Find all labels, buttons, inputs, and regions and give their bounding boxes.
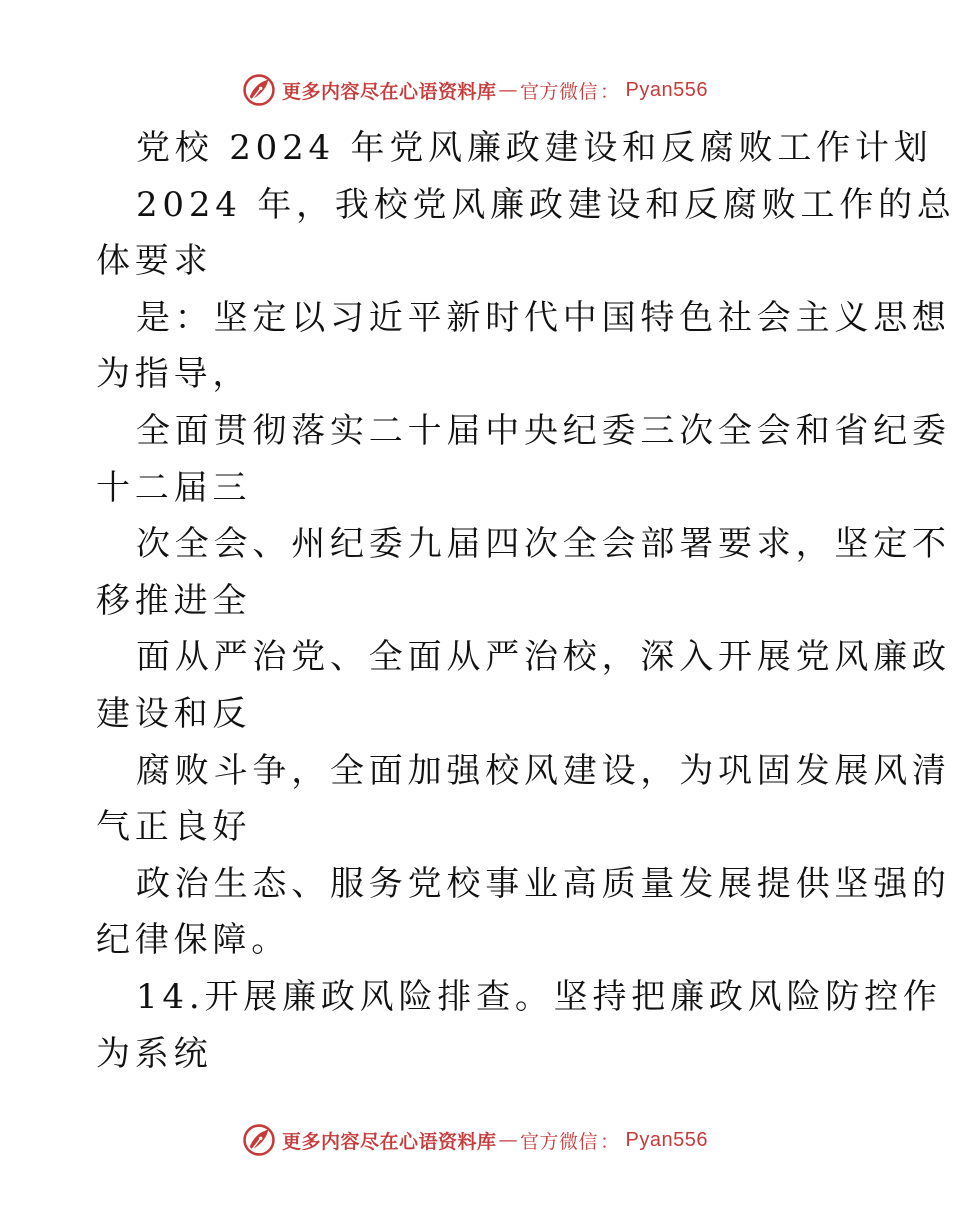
banner-colon: ： [600,80,620,103]
body-line: 为指导， [96,354,252,395]
body-line: 气正良好 [96,807,252,848]
header-banner [0,68,950,112]
banner-contact-label: 官方微信 [520,80,599,103]
body-line: 2024 年，我校党风廉政建设和反腐败工作的总 [136,184,956,225]
banner-separator: — [498,1129,518,1151]
document-title: 党校 2024 年党风廉政建设和反腐败工作计划 [136,128,933,168]
banner-wechat-handle: Pyan556 [625,1128,708,1151]
body-line: 全面贯彻落实二十届中央纪委三次全会和省纪委 [136,410,951,451]
banner-colon: ： [600,1130,620,1153]
body-line: 政治生态、服务党校事业高质量发展提供坚强的 [136,863,951,904]
body-line: 面从严治党、全面从严治校，深入开展党风廉政 [136,637,951,678]
body-line: 体要求 [96,241,213,282]
document-body [96,120,956,1082]
body-line: 14.开展廉政风险排查。坚持把廉政风险防控作 [136,976,942,1017]
banner-wechat-handle: Pyan556 [625,78,708,101]
body-line: 为系统 [96,1033,213,1074]
body-line: 是：坚定以习近平新时代中国特色社会主义思想 [136,297,951,338]
body-line: 腐败斗争，全面加强校风建设，为巩固发展风清 [136,750,951,791]
footer-banner [0,1118,950,1162]
body-line: 纪律保障。 [96,920,290,961]
body-line: 次全会、州纪委九届四次全会部署要求，坚定不 [136,524,951,565]
body-line: 十二届三 [96,467,252,508]
banner-separator: — [498,79,518,101]
body-line: 建设和反 [96,693,252,734]
banner-title: 更多内容尽在心语资料库 [281,1130,497,1153]
pen-nib-logo-icon [242,1123,276,1157]
banner-contact-label: 官方微信 [520,1130,599,1153]
pen-nib-logo-icon [242,73,276,107]
banner-title: 更多内容尽在心语资料库 [281,80,497,103]
body-line: 移推进全 [96,580,252,621]
